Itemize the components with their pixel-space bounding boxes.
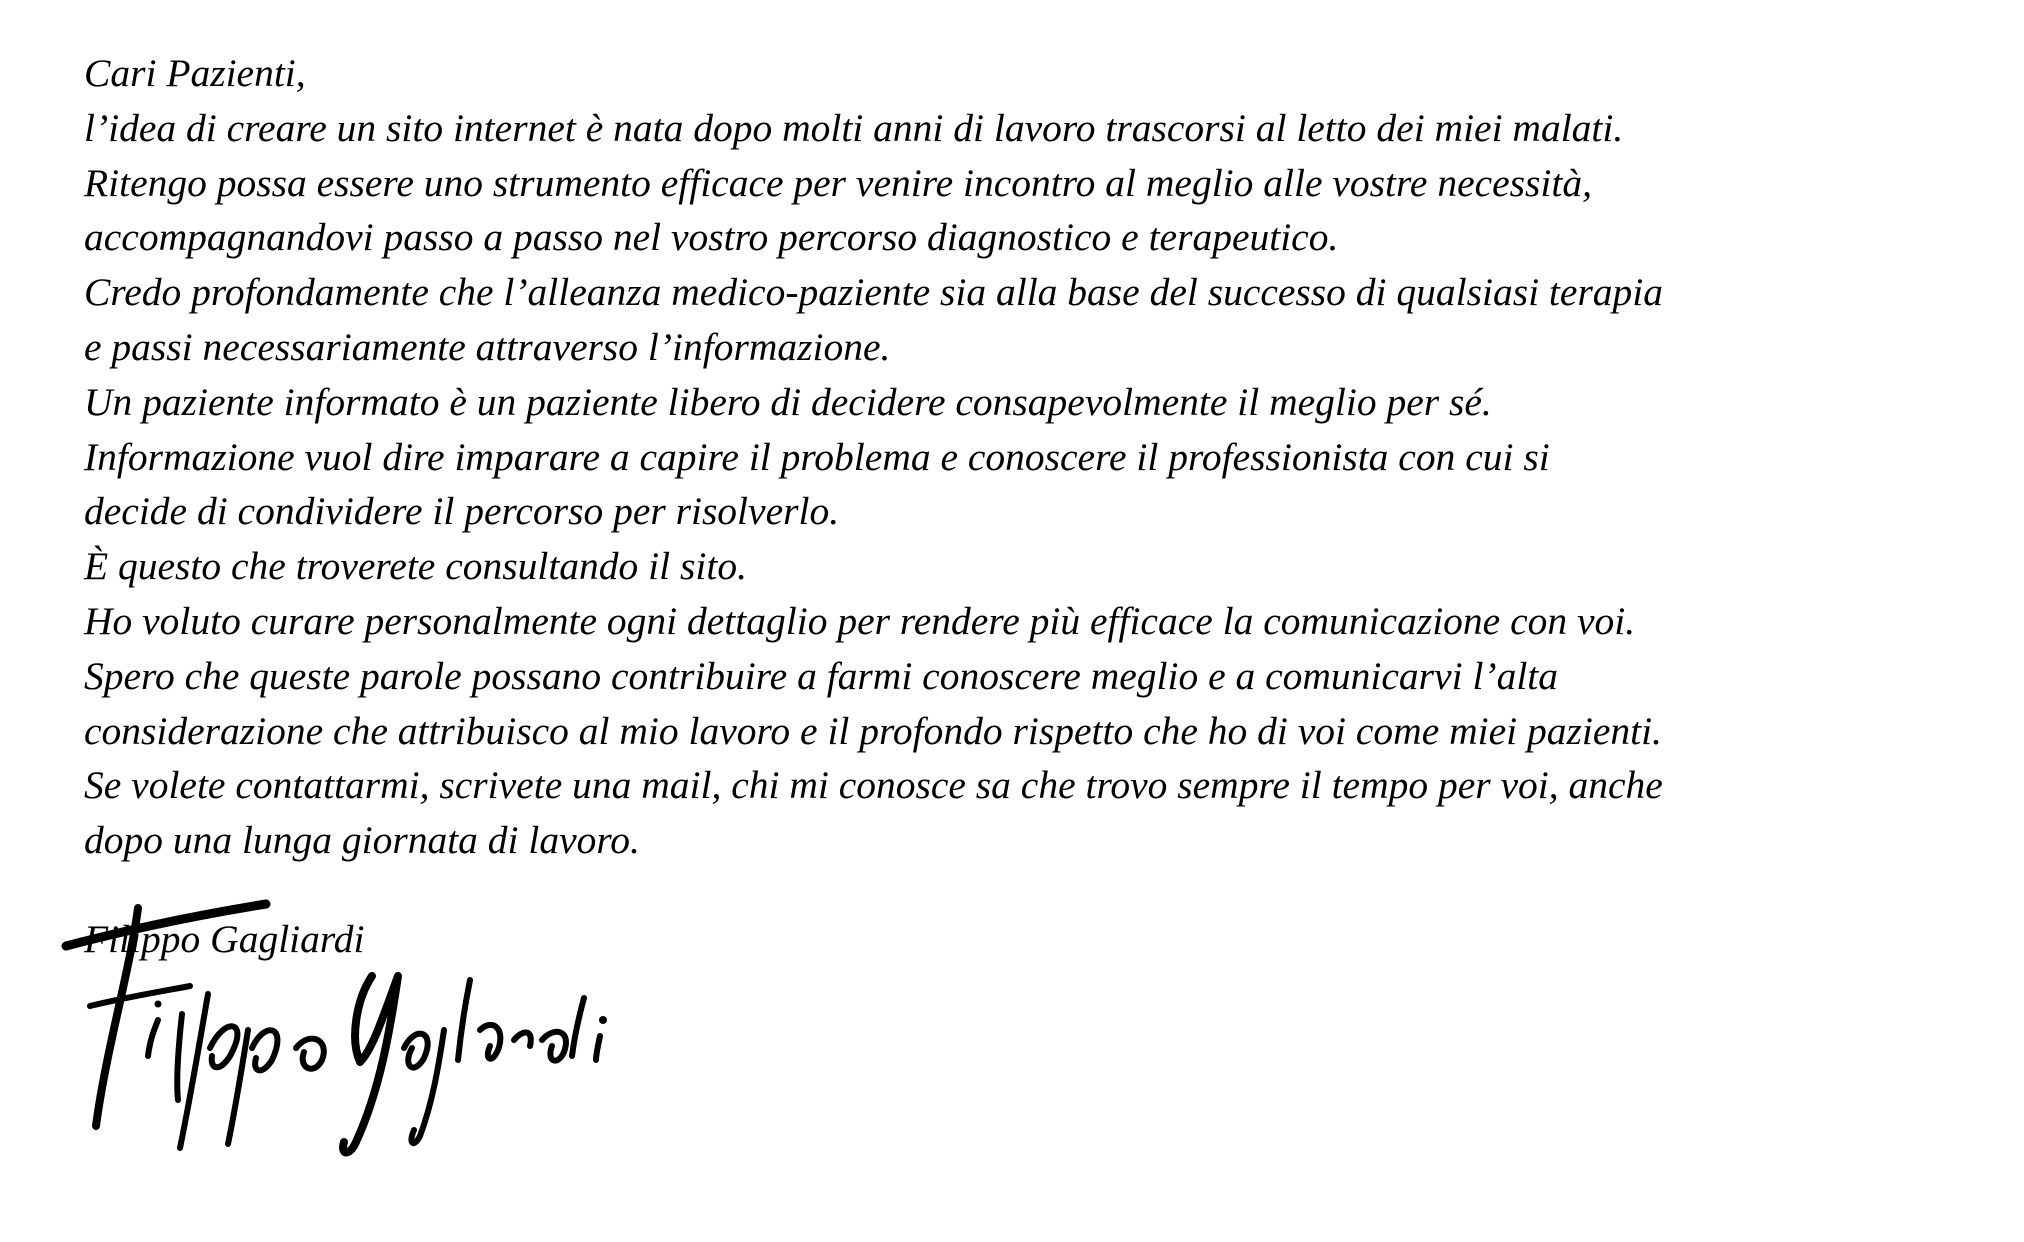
signature-stroke <box>210 1026 237 1067</box>
letter-line: l’idea di creare un sito internet è nata dopo molti anni di lavoro trascorsi al letto dei miei malati. <box>84 105 1624 150</box>
signature-stroke <box>514 1032 531 1046</box>
signer-name: Filippo Gagliardi <box>84 917 365 961</box>
signature-stroke <box>296 1039 324 1069</box>
letter-line: Credo profondamente che l’alleanza medico-paziente sia alla base del successo di qualsiasi terapia <box>84 270 1664 315</box>
letter-line: dopo una lunga giornata di lavoro. <box>84 818 640 863</box>
signature-stroke <box>177 1014 182 1100</box>
signature-stroke <box>343 976 398 1153</box>
letter-body <box>84 46 2004 868</box>
letter-line: Ho voluto curare personalmente ogni dettaglio per rendere più efficace la comunicazione con voi. <box>84 598 1636 643</box>
letter-line: decide di condividere il percorso per risolverlo. <box>84 489 840 534</box>
signature-stroke <box>596 1036 600 1060</box>
signature-stroke <box>148 1020 158 1056</box>
handwritten-signature <box>60 880 620 1170</box>
signature-stroke <box>404 1034 428 1068</box>
letter-line-salutation: Cari Pazienti, <box>84 51 306 95</box>
letter-line: Informazione vuol dire imparare a capire il problema e conoscere il professionista con cui si <box>84 434 1550 479</box>
letter-line: Un paziente informato è un paziente libero di decidere consapevolmente il meglio per sé. <box>84 379 1492 424</box>
letter-line: Ritengo possa essere uno strumento efficace per venire incontro al meglio alle vostre necessità, <box>84 160 1592 205</box>
signature-stroke <box>66 904 266 946</box>
signature-stroke <box>542 1032 566 1061</box>
signature-stroke <box>480 1025 500 1059</box>
letter-line: Spero che queste parole possano contribuire a farmi conoscere meglio e a comunicarvi l’alta <box>84 653 1559 698</box>
signature-stroke <box>572 998 584 1056</box>
letter-line: considerazione che attribuisco al mio lavoro e il profondo rispetto che ho di voi come miei pazienti. <box>84 708 1662 753</box>
letter-line: accompagnandovi passo a passo nel vostro percorso diagnostico e terapeutico. <box>84 215 1339 260</box>
signature-stroke <box>252 1030 277 1070</box>
signature-dot <box>155 1001 162 1008</box>
letter-line: Se volete contattarmi, scrivete una mail, chi mi conosce sa che trovo sempre il tempo per voi, anche <box>84 763 1663 808</box>
signature-stroke <box>458 980 470 1060</box>
signature-dot <box>599 1016 607 1024</box>
signature-stroke <box>228 1030 248 1144</box>
letter-line: È questo che troverete consultando il sito. <box>84 544 747 589</box>
signature-stroke <box>90 986 190 1006</box>
letter-line: e passi necessariamente attraverso l’informazione. <box>84 324 891 369</box>
